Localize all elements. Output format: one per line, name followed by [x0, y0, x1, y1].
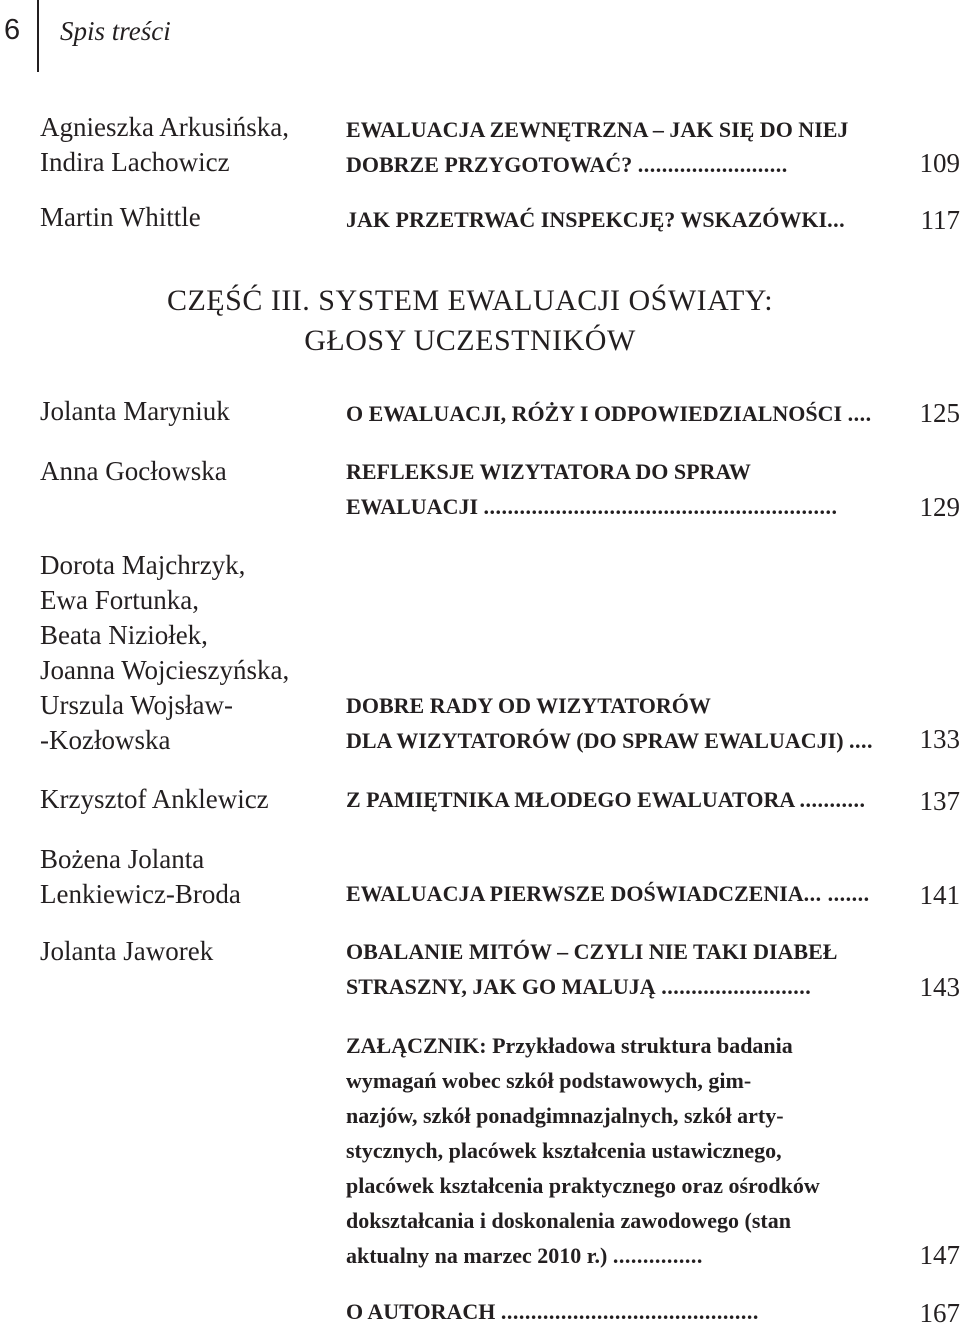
toc-title-text: EWALUACJA ZEWNĘTRZNA – JAK SIĘ DO NIEJ DOBRZE PRZYGOTOWAĆ?: [346, 117, 849, 177]
toc-author: Krzysztof Anklewicz: [40, 784, 269, 814]
toc-page-number[interactable]: 137: [919, 786, 960, 816]
toc-title[interactable]: [346, 934, 886, 1004]
page-number: 6: [4, 14, 21, 46]
toc-title[interactable]: [346, 782, 886, 817]
leader-dots: ....: [847, 401, 872, 426]
leader-dots: ...: [827, 207, 846, 232]
toc-author: Jolanta Jaworek: [40, 936, 214, 966]
leader-dots: .........................: [637, 152, 788, 177]
toc-page-number[interactable]: 141: [919, 880, 960, 910]
toc-title[interactable]: [346, 396, 886, 431]
section-heading-line: CZĘŚĆ III. SYSTEM EWALUACJI OŚWIATY:: [166, 284, 774, 317]
toc-title[interactable]: [346, 202, 886, 237]
toc-title[interactable]: [346, 688, 886, 758]
section-heading: [0, 281, 940, 361]
toc-title-text: O EWALUACJI, RÓŻY I ODPOWIEDZIALNOŚCI: [346, 401, 848, 426]
toc-title-text: EWALUACJA PIERWSZE DOŚWIADCZENIA: [346, 881, 804, 906]
toc-title-text: ZAŁĄCZNIK: Przykładowa struktura badania wymagań wobec szkół podstawowych, gim- nazjów, szkół ponadgimnazjalnych, szkół arty- stycznych, placówek kształcenia ustawicznego, placówek kształcenia praktycznego oraz ośrodków dokształcania i doskonalenia zawodowego (stan aktualny na marzec 2010 r.): [346, 1033, 820, 1268]
leader-dots: ...........................................: [500, 1299, 759, 1324]
leader-dots: ...........: [799, 787, 866, 812]
toc-title-text: REFLEKSJE WIZYTATORA DO SPRAW EWALUACJI: [346, 459, 751, 519]
toc-title-text: DOBRE RADY OD WIZYTATORÓW DLA WIZYTATORÓW (DO SPRAW EWALUACJI): [346, 693, 844, 753]
header-divider: [37, 0, 39, 72]
toc-author: Martin Whittle: [40, 202, 201, 232]
toc-author: Anna Gocłowska: [40, 456, 227, 486]
toc-title-text: JAK PRZETRWAĆ INSPEKCJĘ? WSKAZÓWKI: [346, 207, 828, 232]
running-head: Spis treści: [60, 16, 171, 46]
toc-author: Bożena Jolanta Lenkiewicz-Broda: [40, 844, 241, 909]
leader-dots: ... .......: [803, 881, 870, 906]
toc-page-number[interactable]: 125: [919, 398, 960, 428]
toc-page-number[interactable]: 143: [919, 972, 960, 1002]
toc-page-number[interactable]: 167: [919, 1298, 960, 1328]
toc-title[interactable]: [346, 876, 886, 911]
toc-title[interactable]: [346, 1294, 886, 1329]
leader-dots: ...........................................................: [483, 494, 838, 519]
leader-dots: ....: [849, 728, 874, 753]
toc-page-number[interactable]: 147: [919, 1240, 960, 1270]
leader-dots: .........................: [661, 974, 812, 999]
toc-author: Jolanta Maryniuk: [40, 396, 230, 426]
toc-page-number[interactable]: 129: [919, 492, 960, 522]
toc-page-number[interactable]: 133: [919, 724, 960, 754]
toc-title-text: OBALANIE MITÓW – CZYLI NIE TAKI DIABEŁ STRASZNY, JAK GO MALUJĄ: [346, 939, 838, 999]
toc-title[interactable]: [346, 454, 886, 524]
toc-page-number[interactable]: 109: [919, 148, 960, 178]
toc-title[interactable]: [346, 1028, 886, 1273]
section-heading-line: GŁOSY UCZESTNIKÓW: [304, 324, 636, 357]
toc-title[interactable]: [346, 112, 886, 182]
toc-page-number[interactable]: 117: [920, 205, 960, 235]
toc-title-text: Z PAMIĘTNIKA MŁODEGO EWALUATORA: [346, 787, 800, 812]
toc-author: Agnieszka Arkusińska, Indira Lachowicz: [40, 112, 289, 177]
toc-title-text: O AUTORACH: [346, 1299, 501, 1324]
toc-author: Dorota Majchrzyk, Ewa Fortunka, Beata Niziołek, Joanna Wojcieszyńska, Urszula Wojsław- -Kozłowska: [40, 550, 290, 755]
leader-dots: ...............: [612, 1243, 703, 1268]
